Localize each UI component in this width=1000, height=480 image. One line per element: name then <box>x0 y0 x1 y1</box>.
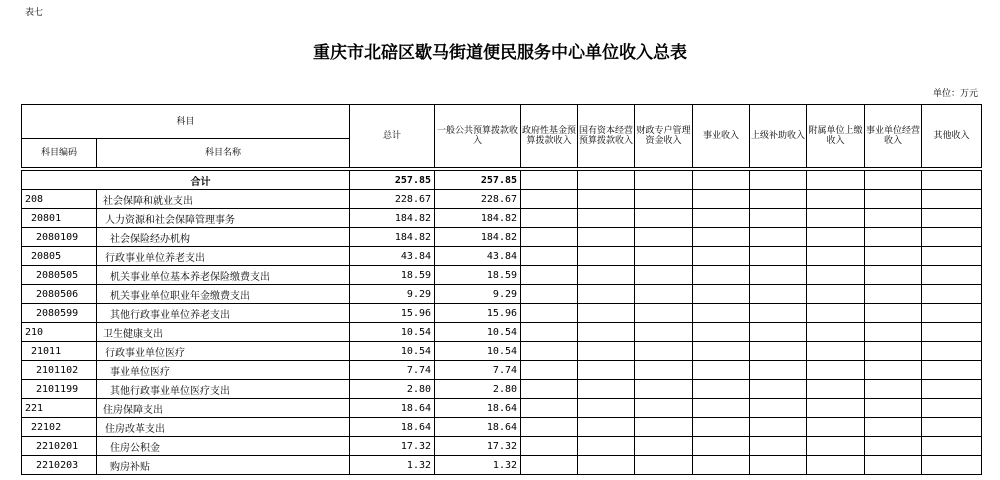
header-general-budget: 一般公共预算拨款收入 <box>435 105 521 168</box>
empty-cell <box>578 361 635 380</box>
subject-code: 2080109 <box>22 228 97 247</box>
general-budget-amount: 10.54 <box>435 323 521 342</box>
header-special-fund: 财政专户管理资金收入 <box>635 105 693 168</box>
empty-cell <box>578 285 635 304</box>
empty-cell <box>693 399 750 418</box>
empty-cell <box>693 228 750 247</box>
general-budget-amount: 18.64 <box>435 399 521 418</box>
general-budget-amount: 184.82 <box>435 228 521 247</box>
empty-cell <box>750 228 807 247</box>
general-budget-amount: 15.96 <box>435 304 521 323</box>
empty-cell <box>578 209 635 228</box>
total-amount: 17.32 <box>350 437 435 456</box>
empty-cell <box>922 209 982 228</box>
empty-cell <box>578 304 635 323</box>
empty-cell <box>865 399 922 418</box>
table-row <box>22 361 982 380</box>
subject-code: 2080505 <box>22 266 97 285</box>
empty-cell <box>635 342 693 361</box>
subject-name: 行政事业单位养老支出 <box>97 247 350 266</box>
empty-cell <box>807 418 865 437</box>
total-amount: 43.84 <box>350 247 435 266</box>
empty-cell <box>693 285 750 304</box>
subject-name: 住房公积金 <box>97 437 350 456</box>
empty-cell <box>635 304 693 323</box>
empty-cell <box>635 266 693 285</box>
empty-cell <box>807 361 865 380</box>
header-gov-fund: 政府性基金预算拨款收入 <box>521 105 578 168</box>
header-operating: 事业单位经营收入 <box>865 105 922 168</box>
general-budget-amount: 18.59 <box>435 266 521 285</box>
empty-cell <box>922 247 982 266</box>
table-row <box>22 304 982 323</box>
empty-cell <box>521 171 578 190</box>
empty-cell <box>693 437 750 456</box>
empty-cell <box>521 418 578 437</box>
empty-cell <box>521 266 578 285</box>
empty-cell <box>865 323 922 342</box>
empty-cell <box>750 456 807 475</box>
empty-cell <box>693 323 750 342</box>
header-superior-subsidy: 上级补助收入 <box>750 105 807 168</box>
subject-code: 2101199 <box>22 380 97 399</box>
total-amount: 10.54 <box>350 323 435 342</box>
subject-name: 社会保险经办机构 <box>97 228 350 247</box>
general-budget-amount: 17.32 <box>435 437 521 456</box>
total-amount: 2.80 <box>350 380 435 399</box>
subject-code: 2080506 <box>22 285 97 304</box>
empty-cell <box>693 380 750 399</box>
empty-cell <box>693 304 750 323</box>
empty-cell <box>578 171 635 190</box>
total-row <box>22 171 982 190</box>
empty-cell <box>578 190 635 209</box>
header-total: 总计 <box>350 105 435 168</box>
empty-cell <box>635 190 693 209</box>
table-row <box>22 228 982 247</box>
empty-cell <box>865 456 922 475</box>
empty-cell <box>578 266 635 285</box>
table-body <box>22 190 982 475</box>
total-amount: 257.85 <box>350 171 435 190</box>
subject-code: 208 <box>22 190 97 209</box>
empty-cell <box>521 209 578 228</box>
header-name: 科目名称 <box>97 139 350 168</box>
empty-cell <box>635 361 693 380</box>
empty-cell <box>807 247 865 266</box>
empty-cell <box>521 399 578 418</box>
empty-cell <box>578 437 635 456</box>
empty-cell <box>865 361 922 380</box>
empty-cell <box>750 171 807 190</box>
empty-cell <box>865 247 922 266</box>
empty-cell <box>578 456 635 475</box>
empty-cell <box>693 247 750 266</box>
subject-code: 2101102 <box>22 361 97 380</box>
empty-cell <box>865 342 922 361</box>
empty-cell <box>922 418 982 437</box>
table-number-tag: 表七 <box>25 8 44 18</box>
empty-cell <box>521 228 578 247</box>
empty-cell <box>521 323 578 342</box>
empty-cell <box>521 190 578 209</box>
empty-cell <box>807 456 865 475</box>
empty-cell <box>521 247 578 266</box>
empty-cell <box>922 285 982 304</box>
empty-cell <box>578 228 635 247</box>
empty-cell <box>865 209 922 228</box>
header-business: 事业收入 <box>693 105 750 168</box>
empty-cell <box>521 342 578 361</box>
subject-name: 住房保障支出 <box>97 399 350 418</box>
empty-cell <box>865 418 922 437</box>
empty-cell <box>865 437 922 456</box>
subject-code: 22102 <box>22 418 97 437</box>
total-amount: 18.64 <box>350 399 435 418</box>
empty-cell <box>807 304 865 323</box>
empty-cell <box>635 456 693 475</box>
general-budget-amount: 1.32 <box>435 456 521 475</box>
table-row <box>22 266 982 285</box>
empty-cell <box>865 285 922 304</box>
empty-cell <box>807 228 865 247</box>
empty-cell <box>578 342 635 361</box>
subject-name: 住房改革支出 <box>97 418 350 437</box>
empty-cell <box>521 456 578 475</box>
empty-cell <box>578 399 635 418</box>
table-row <box>22 399 982 418</box>
empty-cell <box>807 266 865 285</box>
empty-cell <box>635 228 693 247</box>
total-amount: 228.67 <box>350 190 435 209</box>
subject-code: 2210203 <box>22 456 97 475</box>
empty-cell <box>693 266 750 285</box>
general-budget-amount: 228.67 <box>435 190 521 209</box>
total-amount: 7.74 <box>350 361 435 380</box>
subject-name: 行政事业单位医疗 <box>97 342 350 361</box>
subject-code: 221 <box>22 399 97 418</box>
total-amount: 18.59 <box>350 266 435 285</box>
empty-cell <box>521 285 578 304</box>
empty-cell <box>807 380 865 399</box>
general-budget-amount: 10.54 <box>435 342 521 361</box>
empty-cell <box>750 323 807 342</box>
empty-cell <box>521 380 578 399</box>
subject-code: 2080599 <box>22 304 97 323</box>
table-row <box>22 437 982 456</box>
empty-cell <box>865 228 922 247</box>
empty-cell <box>750 418 807 437</box>
subject-name: 人力资源和社会保障管理事务 <box>97 209 350 228</box>
empty-cell <box>865 190 922 209</box>
empty-cell <box>750 380 807 399</box>
subject-code: 20805 <box>22 247 97 266</box>
empty-cell <box>807 209 865 228</box>
header-other: 其他收入 <box>922 105 982 168</box>
empty-cell <box>693 171 750 190</box>
header-state-capital: 国有资本经营预算拨款收入 <box>578 105 635 168</box>
total-amount: 9.29 <box>350 285 435 304</box>
table-row <box>22 342 982 361</box>
empty-cell <box>693 342 750 361</box>
empty-cell <box>750 209 807 228</box>
unit-label: 单位：万元 <box>932 89 978 99</box>
empty-cell <box>693 190 750 209</box>
table-row <box>22 247 982 266</box>
table-row <box>22 456 982 475</box>
empty-cell <box>807 342 865 361</box>
empty-cell <box>922 437 982 456</box>
general-budget-amount: 7.74 <box>435 361 521 380</box>
empty-cell <box>750 399 807 418</box>
empty-cell <box>922 342 982 361</box>
subject-code: 210 <box>22 323 97 342</box>
subject-code: 2210201 <box>22 437 97 456</box>
empty-cell <box>922 399 982 418</box>
header-affiliated: 附属单位上缴收入 <box>807 105 865 168</box>
empty-cell <box>922 190 982 209</box>
empty-cell <box>750 247 807 266</box>
empty-cell <box>750 285 807 304</box>
table-row <box>22 209 982 228</box>
subject-name: 机关事业单位基本养老保险缴费支出 <box>97 266 350 285</box>
total-amount: 1.32 <box>350 456 435 475</box>
subject-code: 20801 <box>22 209 97 228</box>
empty-cell <box>922 361 982 380</box>
table-row <box>22 285 982 304</box>
total-amount: 184.82 <box>350 228 435 247</box>
general-budget-amount: 18.64 <box>435 418 521 437</box>
subject-name: 其他行政事业单位医疗支出 <box>97 380 350 399</box>
empty-cell <box>865 171 922 190</box>
empty-cell <box>578 380 635 399</box>
subject-code: 21011 <box>22 342 97 361</box>
subject-name: 购房补贴 <box>97 456 350 475</box>
subject-name: 其他行政事业单位养老支出 <box>97 304 350 323</box>
header-code: 科目编码 <box>22 139 97 168</box>
table-row <box>22 380 982 399</box>
empty-cell <box>807 437 865 456</box>
empty-cell <box>578 418 635 437</box>
empty-cell <box>922 266 982 285</box>
empty-cell <box>750 361 807 380</box>
empty-cell <box>635 209 693 228</box>
empty-cell <box>807 285 865 304</box>
total-label: 合计 <box>22 171 350 190</box>
empty-cell <box>922 304 982 323</box>
table-row <box>22 418 982 437</box>
general-budget-amount: 2.80 <box>435 380 521 399</box>
empty-cell <box>521 304 578 323</box>
general-budget-amount: 184.82 <box>435 209 521 228</box>
total-amount: 184.82 <box>350 209 435 228</box>
subject-name: 卫生健康支出 <box>97 323 350 342</box>
subject-name: 事业单位医疗 <box>97 361 350 380</box>
total-amount: 18.64 <box>350 418 435 437</box>
empty-cell <box>750 342 807 361</box>
general-budget-amount: 43.84 <box>435 247 521 266</box>
general-budget-amount: 9.29 <box>435 285 521 304</box>
table-row <box>22 323 982 342</box>
empty-cell <box>635 380 693 399</box>
empty-cell <box>750 304 807 323</box>
total-amount: 15.96 <box>350 304 435 323</box>
empty-cell <box>922 171 982 190</box>
total-amount: 10.54 <box>350 342 435 361</box>
subject-name: 社会保障和就业支出 <box>97 190 350 209</box>
empty-cell <box>922 228 982 247</box>
income-summary-table <box>21 104 982 475</box>
empty-cell <box>750 190 807 209</box>
empty-cell <box>635 247 693 266</box>
empty-cell <box>807 323 865 342</box>
empty-cell <box>693 209 750 228</box>
empty-cell <box>635 399 693 418</box>
table-row <box>22 190 982 209</box>
empty-cell <box>521 361 578 380</box>
empty-cell <box>578 323 635 342</box>
empty-cell <box>922 380 982 399</box>
empty-cell <box>865 304 922 323</box>
empty-cell <box>750 437 807 456</box>
subject-name: 机关事业单位职业年金缴费支出 <box>97 285 350 304</box>
empty-cell <box>807 190 865 209</box>
empty-cell <box>693 418 750 437</box>
empty-cell <box>635 437 693 456</box>
empty-cell <box>922 323 982 342</box>
page-title: 重庆市北碚区歇马街道便民服务中心单位收入总表 <box>313 43 687 63</box>
total-general-amount: 257.85 <box>435 171 521 190</box>
empty-cell <box>693 456 750 475</box>
empty-cell <box>750 266 807 285</box>
empty-cell <box>693 361 750 380</box>
empty-cell <box>865 266 922 285</box>
empty-cell <box>922 456 982 475</box>
empty-cell <box>521 437 578 456</box>
empty-cell <box>807 399 865 418</box>
empty-cell <box>635 171 693 190</box>
empty-cell <box>635 285 693 304</box>
empty-cell <box>635 323 693 342</box>
empty-cell <box>807 171 865 190</box>
header-subject: 科目 <box>22 105 350 139</box>
empty-cell <box>635 418 693 437</box>
empty-cell <box>578 247 635 266</box>
empty-cell <box>865 380 922 399</box>
